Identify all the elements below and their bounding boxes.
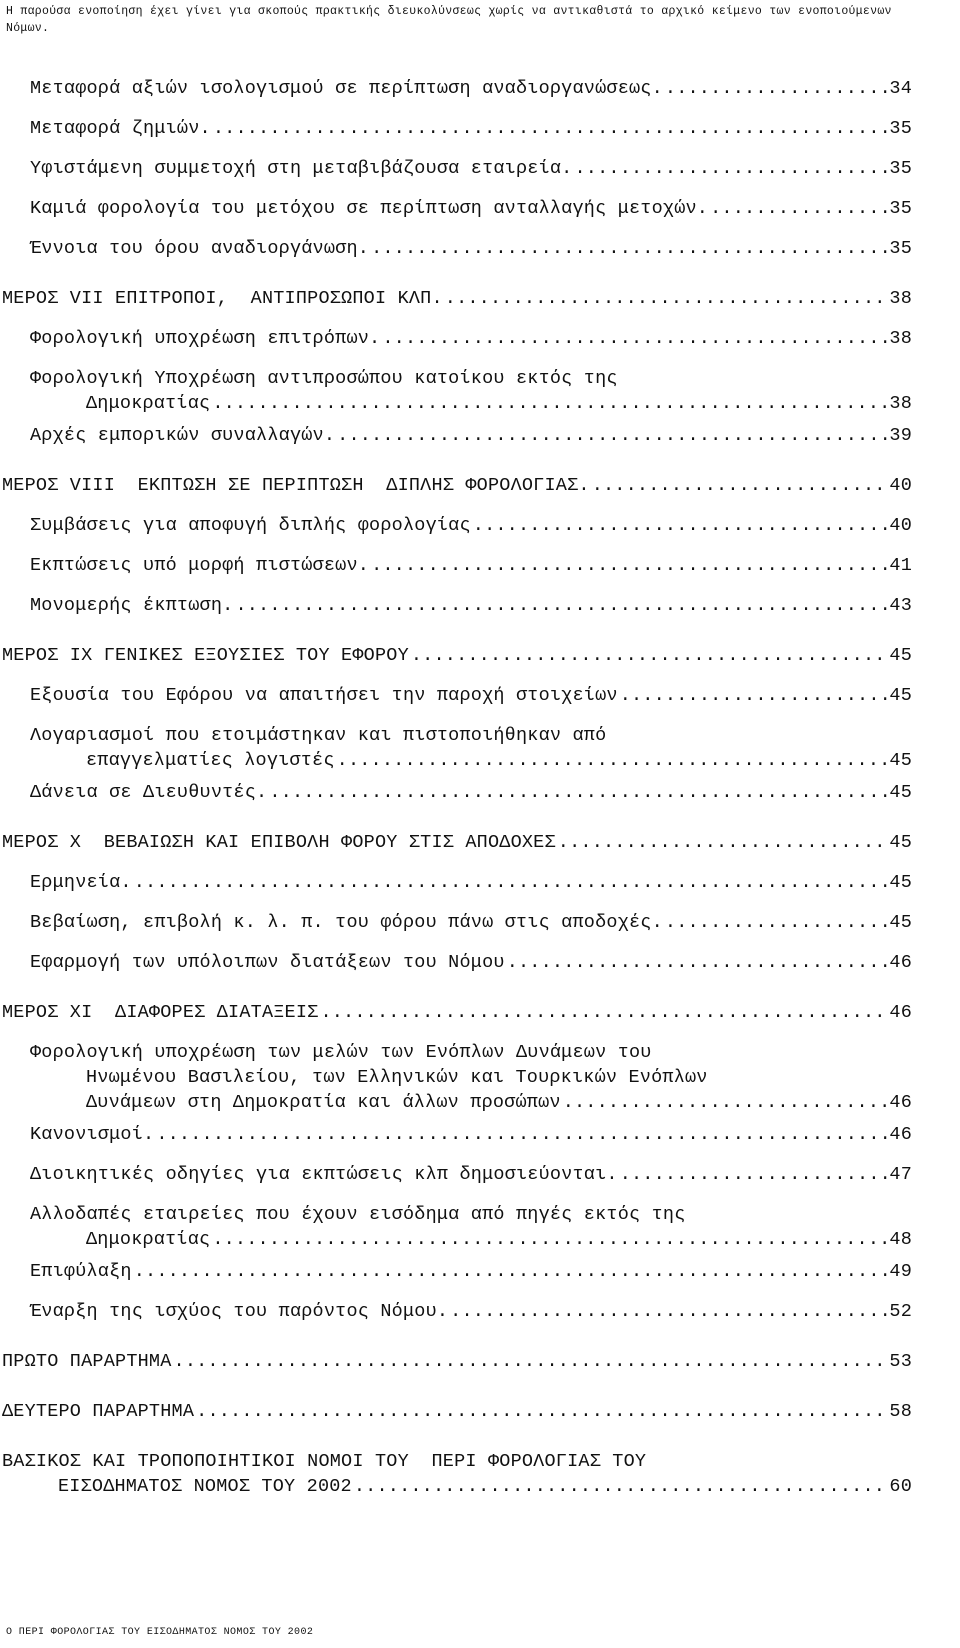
toc-page-number: 39 <box>889 425 912 446</box>
toc-entry-line <box>30 748 912 773</box>
toc-page-number: 60 <box>889 1476 912 1497</box>
toc-entry[interactable] <box>30 513 912 538</box>
toc-entry[interactable] <box>30 950 912 975</box>
toc-page-number: 38 <box>889 328 912 349</box>
toc-page-number: 52 <box>889 1301 912 1322</box>
toc-entry-line <box>30 156 912 181</box>
dot-leader <box>620 683 888 708</box>
toc-entry-title: Μεταφορά αξιών ισολογισμού σε περίπτωση αναδιοργανώσεως. <box>30 78 663 99</box>
toc-page-number: 35 <box>889 238 912 259</box>
toc-page-number: 41 <box>889 555 912 576</box>
dot-leader <box>710 196 887 221</box>
toc-page-number: 45 <box>889 912 912 933</box>
toc-page-number: 53 <box>889 1351 912 1372</box>
toc-part-heading[interactable] <box>2 643 912 668</box>
toc-entry-line <box>30 196 912 221</box>
toc-entry[interactable] <box>30 326 912 351</box>
toc-entry[interactable] <box>30 1202 912 1252</box>
dot-leader <box>382 326 887 351</box>
toc-page-number: 40 <box>889 475 912 496</box>
dot-leader <box>337 748 888 773</box>
toc-entry-title: ΜΕΡΟΣ IX ΓΕΝΙΚΕΣ ΕΞΟΥΣΙΕΣ ΤΟΥ ΕΦΟΡΟΥ <box>2 645 409 666</box>
toc-entry-title: ΔΕΥΤΕΡΟ ΠΑΡΑΡΤΗΜΑ <box>2 1401 195 1422</box>
toc-entry-title: Μονομερής έκπτωση. <box>30 595 234 616</box>
toc-page-number: 45 <box>889 832 912 853</box>
toc-entry-title: Ερμηνεία. <box>30 872 132 893</box>
toc-entry-line <box>30 723 912 748</box>
dot-leader <box>156 1122 887 1147</box>
toc-entry-line <box>30 326 912 351</box>
toc-entry-line <box>2 643 912 668</box>
toc-entry-title: Καμιά φορολογία του μετόχου σε περίπτωση ανταλλαγής μετοχών. <box>30 198 709 219</box>
toc-entry-title: Λογαριασμοί που ετοιμάστηκαν και πιστοποιήθηκαν από <box>30 725 607 746</box>
toc-entry-title: Δημοκρατίας <box>86 393 211 414</box>
toc-page-number: 43 <box>889 595 912 616</box>
toc-entry[interactable] <box>30 1299 912 1324</box>
toc-page-number: 46 <box>889 1092 912 1113</box>
toc-entry-title: Δάνεια σε Διευθυντές. <box>30 782 268 803</box>
toc-entry-title: ΕΙΣΟΔΗΜΑΤΟΣ ΝΟΜΟΣ ΤΟΥ 2002 <box>58 1476 352 1497</box>
toc-entry-title: Φορολογική Υποχρέωση αντιπροσώπου κατοίκου εκτός της <box>30 368 618 389</box>
toc-entry[interactable] <box>30 1162 912 1187</box>
toc-annex-heading[interactable] <box>2 1449 912 1499</box>
toc-entry-title: ΜΕΡΟΣ VII ΕΠΙΤΡΟΠΟΙ, ΑΝΤΙΠΡΟΣΩΠΟΙ ΚΛΠ. <box>2 288 443 309</box>
toc-page-number: 49 <box>889 1261 912 1282</box>
dot-leader <box>269 780 887 805</box>
toc-page-number: 38 <box>889 393 912 414</box>
toc-entry-title: Δημοκρατίας <box>86 1229 211 1250</box>
toc-annex-heading[interactable] <box>2 1399 912 1424</box>
toc-entry-title: ΜΕΡΟΣ XI ΔΙΑΦΟΡΕΣ ΔΙΑΤΑΞΕΙΣ <box>2 1002 319 1023</box>
toc-entry[interactable] <box>30 236 912 261</box>
toc-entry-title: ΠΡΩΤΟ ΠΑΡΑΡΤΗΜΑ <box>2 1351 172 1372</box>
dot-leader <box>371 553 887 578</box>
dot-leader <box>212 1227 887 1252</box>
toc-entry-line <box>30 1227 912 1252</box>
dot-leader <box>575 156 888 181</box>
dot-leader <box>665 76 887 101</box>
toc-entry-line <box>30 1065 912 1090</box>
toc-page-number: 35 <box>889 118 912 139</box>
dot-leader <box>213 116 888 141</box>
toc-entry-title: Έναρξη της ισχύος του παρόντος Νόμου. <box>30 1301 449 1322</box>
toc-page-number: 47 <box>889 1164 912 1185</box>
toc-entry-line <box>30 683 912 708</box>
toc-entry-line <box>2 1000 912 1025</box>
toc-part-heading[interactable] <box>2 830 912 855</box>
dot-leader <box>450 1299 887 1324</box>
toc-entry-title: Κανονισμοί. <box>30 1124 155 1145</box>
toc-entry-line <box>30 910 912 935</box>
toc-entry-line <box>2 473 912 498</box>
toc-entry-line <box>30 1299 912 1324</box>
toc-entry[interactable] <box>30 196 912 221</box>
dot-leader <box>134 870 888 895</box>
toc-entry-title: Επιφύλαξη <box>30 1261 132 1282</box>
toc-entry-line <box>30 950 912 975</box>
toc-entry-line <box>30 116 912 141</box>
page-footer: Ο ΠΕΡΙ ΦΟΡΟΛΟΓΙΑΣ ΤΟΥ ΕΙΣΟΔΗΜΑΤΟΣ ΝΟΜΟΣ ΤΟΥ 2002 <box>6 1627 314 1638</box>
toc-page-number: 58 <box>889 1401 912 1422</box>
toc-entry-title: Εκπτώσεις υπό μορφή πιστώσεων. <box>30 555 370 576</box>
toc-entry-line <box>30 391 912 416</box>
toc-entry-title: Δυνάμεων στη Δημοκρατία και άλλων προσώπων <box>86 1092 561 1113</box>
toc-page-number: 35 <box>889 198 912 219</box>
toc-page-number: 45 <box>889 645 912 666</box>
dot-leader <box>337 423 887 448</box>
dot-leader <box>134 1259 888 1284</box>
toc-entry-line <box>30 1162 912 1187</box>
toc-entry-line <box>30 76 912 101</box>
toc-part-heading[interactable] <box>2 1000 912 1025</box>
toc-entry-line <box>30 593 912 618</box>
toc-entry[interactable] <box>30 593 912 618</box>
toc-entry-line <box>30 423 912 448</box>
toc-entry-line <box>2 1474 912 1499</box>
toc-entry-title: Βεβαίωση, επιβολή κ. λ. π. του φόρου πάνω στις αποδοχές. <box>30 912 663 933</box>
toc-entry[interactable] <box>30 1259 912 1284</box>
toc-entry-line <box>30 1040 912 1065</box>
toc-entry-title: Εφαρμογή των υπόλοιπων διατάξεων του Νόμου <box>30 952 505 973</box>
toc-entry-title: ΜΕΡΟΣ VIII ΕΚΠΤΩΣΗ ΣΕ ΠΕΡΙΠΤΩΣΗ ΔΙΠΛΗΣ ΦΟΡΟΛΟΓΙΑΣ. <box>2 475 590 496</box>
dot-leader <box>558 830 888 855</box>
disclaimer-text: Η παρούσα ενοποίηση έχει γίνει για σκοπούς πρακτικής διευκολύνσεως χωρίς να αντικαθιστά το αρχικό κείμενο των ενοποιούμενων Νόμων. <box>6 5 892 35</box>
toc-entry[interactable] <box>30 780 912 805</box>
toc-entry[interactable] <box>30 423 912 448</box>
toc-entry-line <box>30 1259 912 1284</box>
toc-page-number: 40 <box>889 515 912 536</box>
toc-entry-line <box>30 553 912 578</box>
toc-entry-title: Φορολογική υποχρέωση των μελών των Ενόπλων Δυνάμεων του <box>30 1042 652 1063</box>
toc-entry-line <box>30 1202 912 1227</box>
toc-entry-line <box>2 1349 912 1374</box>
dot-leader <box>174 1349 888 1374</box>
toc-entry[interactable] <box>30 366 912 416</box>
dot-leader <box>371 236 887 261</box>
toc-page-number: 45 <box>889 685 912 706</box>
dot-leader <box>507 950 888 975</box>
toc-entry-line <box>30 236 912 261</box>
toc-part-heading[interactable] <box>2 473 912 498</box>
toc-page-number: 48 <box>889 1229 912 1250</box>
toc-entry-title: Εξουσία του Εφόρου να απαιτήσει την παροχή στοιχείων <box>30 685 618 706</box>
toc-entry-line <box>30 513 912 538</box>
toc-entry-title: Συμβάσεις για αποφυγή διπλής φορολογίας <box>30 515 471 536</box>
dot-leader <box>320 1000 887 1025</box>
toc-annex-heading[interactable] <box>2 1349 912 1374</box>
toc-part-heading[interactable] <box>2 286 912 311</box>
toc-entry-line <box>30 870 912 895</box>
toc-entry[interactable] <box>30 910 912 935</box>
toc-entry[interactable] <box>30 76 912 101</box>
toc-page-number: 45 <box>889 872 912 893</box>
toc-entry[interactable] <box>30 1040 912 1115</box>
toc-page-number: 46 <box>889 1002 912 1023</box>
toc-page-number: 34 <box>889 78 912 99</box>
toc-entry-title: Ηνωμένου Βασιλείου, των Ελληνικών και Τουρκικών Ενόπλων <box>86 1067 708 1088</box>
toc-page-number: 38 <box>889 288 912 309</box>
dot-leader <box>354 1474 888 1499</box>
toc-entry[interactable] <box>30 553 912 578</box>
toc-page-number: 46 <box>889 952 912 973</box>
toc-entry-title: Υφιστάμενη συμμετοχή στη μεταβιβάζουσα εταιρεία. <box>30 158 573 179</box>
toc-entry-line <box>2 830 912 855</box>
toc-entry-title: Αλλοδαπές εταιρείες που έχουν εισόδημα από πηγές εκτός της <box>30 1204 686 1225</box>
toc-entry-title: Έννοια του όρου αναδιοργάνωση. <box>30 238 370 259</box>
toc-entry-title: Φορολογική υποχρέωση επιτρόπων. <box>30 328 381 349</box>
toc-entry-title: ΒΑΣΙΚΟΣ ΚΑΙ ΤΡΟΠΟΠΟΙΗΤΙΚΟΙ ΝΟΜΟΙ ΤΟΥ ΠΕΡΙ ΦΟΡΟΛΟΓΙΑΣ ΤΟΥ <box>2 1451 647 1472</box>
toc-entry-title: Μεταφορά ζημιών. <box>30 118 211 139</box>
toc-entry-title: Αρχές εμπορικών συναλλαγών. <box>30 425 336 446</box>
toc-entry[interactable] <box>30 156 912 181</box>
toc-entry[interactable] <box>30 683 912 708</box>
dot-leader <box>235 593 887 618</box>
toc-entry-line <box>30 1122 912 1147</box>
toc-entry[interactable] <box>30 116 912 141</box>
toc-entry-title: Διοικητικές οδηγίες για εκπτώσεις κλπ δημοσιεύονται. <box>30 1164 618 1185</box>
dot-leader <box>665 910 887 935</box>
toc-entry[interactable] <box>30 1122 912 1147</box>
toc-entry[interactable] <box>30 723 912 773</box>
dot-leader <box>592 473 888 498</box>
toc-page-number: 46 <box>889 1124 912 1145</box>
toc-entry-line <box>30 1090 912 1115</box>
dot-leader <box>563 1090 888 1115</box>
dot-leader <box>473 513 888 538</box>
toc-entry-line <box>2 286 912 311</box>
dot-leader <box>445 286 888 311</box>
toc-page-number: 35 <box>889 158 912 179</box>
toc-entry[interactable] <box>30 870 912 895</box>
toc-entry-line <box>30 780 912 805</box>
toc-entry-line <box>30 366 912 391</box>
dot-leader <box>411 643 888 668</box>
toc-entry-title: ΜΕΡΟΣ Χ ΒΕΒΑΙΩΣΗ ΚΑΙ ΕΠΙΒΟΛΗ ΦΟΡΟΥ ΣΤΙΣ ΑΠΟΔΟΧΕΣ <box>2 832 556 853</box>
toc-entry-title: επαγγελματίες λογιστές <box>86 750 335 771</box>
toc-entry-line <box>2 1399 912 1424</box>
dot-leader <box>620 1162 888 1187</box>
toc-entry-line <box>2 1449 912 1474</box>
dot-leader <box>212 391 887 416</box>
dot-leader <box>196 1399 887 1424</box>
toc-page-number: 45 <box>889 750 912 771</box>
toc-page-number: 45 <box>889 782 912 803</box>
